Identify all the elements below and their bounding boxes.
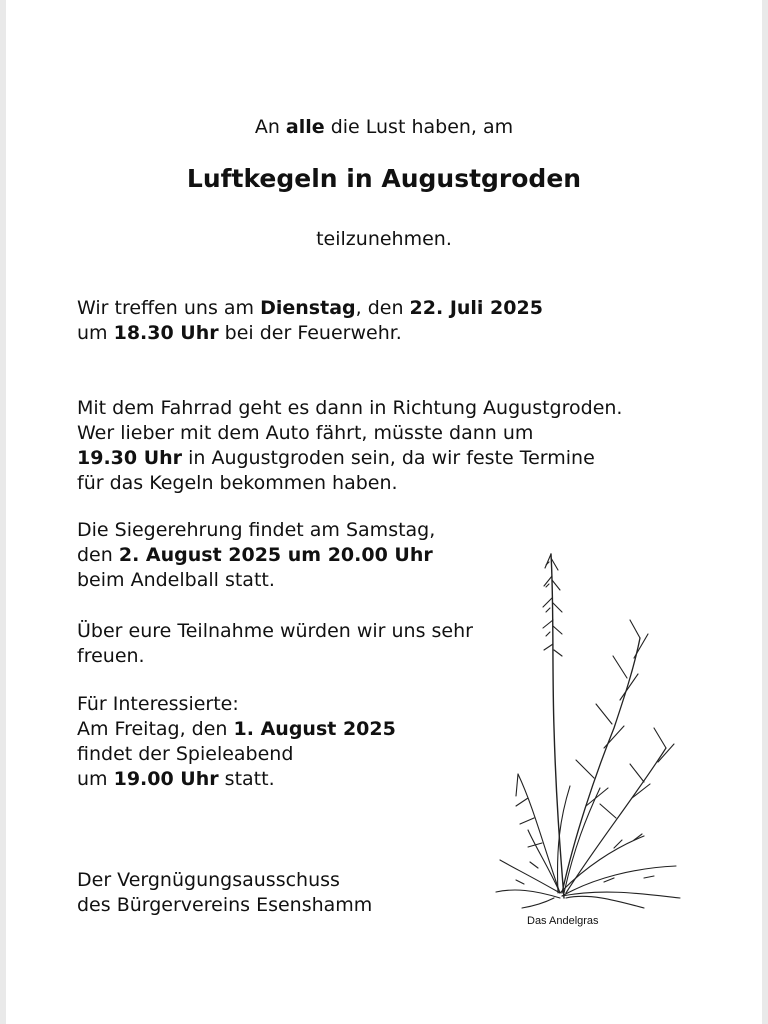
grass-plant-illustration xyxy=(494,548,684,910)
games-line-1: Für Interessierte: xyxy=(77,693,239,715)
travel-line-3 xyxy=(77,446,622,471)
illustration-caption: Das Andelgras xyxy=(527,915,599,927)
signature-line-2: des Bürgervereins Esenshamm xyxy=(77,894,373,916)
thanks-line-1: Über eure Teilnahme würden wir uns sehr xyxy=(77,620,473,642)
text: in Augustgroden sein, da wir feste Termine xyxy=(182,447,595,469)
games-line-2 xyxy=(77,717,396,742)
meeting-line-1 xyxy=(77,296,543,321)
meeting-paragraph xyxy=(77,296,543,346)
text: Wir treffen uns am xyxy=(77,297,261,319)
ceremony-line-1: Die Siegerehrung findet am Samstag, xyxy=(77,519,436,541)
meeting-date: 22. Juli 2025 xyxy=(409,297,543,319)
outro-line: teilzunehmen. xyxy=(316,228,452,250)
games-time: 19.00 Uhr xyxy=(113,768,219,790)
meeting-line-2 xyxy=(77,321,543,346)
signature-block xyxy=(77,868,372,918)
document-page xyxy=(6,0,762,1024)
thanks-line-2: freuen. xyxy=(77,645,145,667)
travel-line-1: Mit dem Fahrrad geht es dann in Richtung Augustgroden. xyxy=(77,397,623,419)
games-paragraph xyxy=(77,692,396,792)
travel-line-4: für das Kegeln bekommen haben. xyxy=(77,472,398,494)
car-arrival-time: 19.30 Uhr xyxy=(77,447,183,469)
meeting-day: Dienstag xyxy=(260,297,356,319)
intro-line xyxy=(6,116,762,138)
intro-text-end: die Lust haben, am xyxy=(324,116,514,138)
signature-line-1: Der Vergnügungsausschuss xyxy=(77,869,340,891)
intro-emphasis: alle xyxy=(285,116,325,138)
games-date: 1. August 2025 xyxy=(233,718,396,740)
ceremony-date: 2. August 2025 um 20.00 Uhr xyxy=(118,544,433,566)
travel-paragraph xyxy=(77,396,622,496)
text: , den xyxy=(355,297,410,319)
text: um xyxy=(77,322,114,344)
text: um xyxy=(77,768,114,790)
ceremony-line-3: beim Andelball statt. xyxy=(77,569,275,591)
text: statt. xyxy=(218,768,275,790)
text: Am Freitag, den xyxy=(77,718,234,740)
ceremony-line-2 xyxy=(77,543,435,568)
ceremony-paragraph xyxy=(77,518,435,593)
games-line-3: findet der Spieleabend xyxy=(77,743,294,765)
meeting-time: 18.30 Uhr xyxy=(113,322,219,344)
text: den xyxy=(77,544,119,566)
travel-line-2: Wer lieber mit dem Auto fährt, müsste dann um xyxy=(77,422,534,444)
thanks-paragraph xyxy=(77,619,473,669)
games-line-4 xyxy=(77,767,396,792)
invitation-document xyxy=(6,0,762,1024)
text: bei der Feuerwehr. xyxy=(218,322,402,344)
page-title: Luftkegeln in Augustgroden xyxy=(186,164,582,193)
intro-text: An xyxy=(254,116,286,138)
